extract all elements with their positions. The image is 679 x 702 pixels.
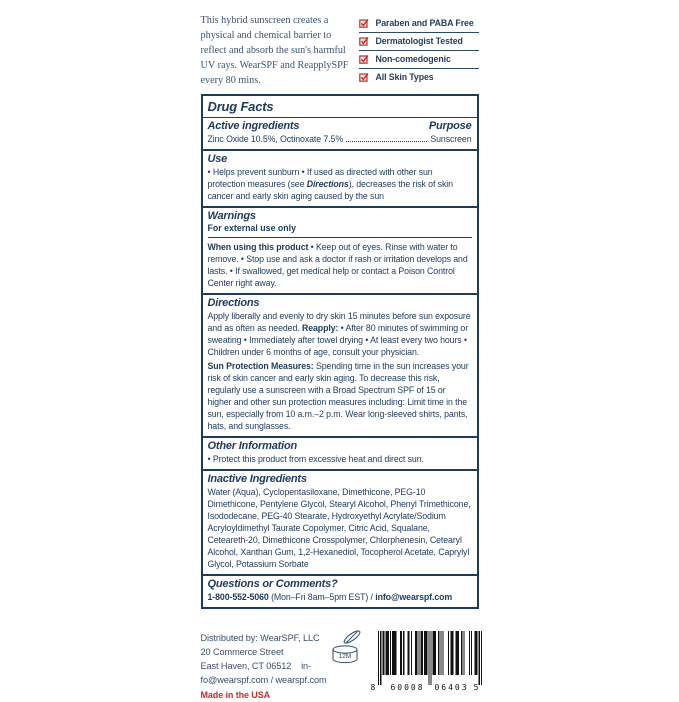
- barcode-digits-left: 60008: [390, 683, 425, 692]
- warnings-divider: [208, 237, 472, 238]
- contact-email: info@wearspf.com: [375, 592, 453, 602]
- purpose-value: Sunscreen: [430, 134, 472, 144]
- inactive-ingredients-heading: Inactive Ingredients: [207, 473, 307, 485]
- use-section: [203, 151, 477, 208]
- checklist-label: Non-comedogenic: [375, 54, 451, 64]
- made-in-usa-label: Made in the USA: [200, 690, 271, 700]
- directions-text: Apply liberally and evenly to dry skin 15 minutes before sun exposure and as often as needed. Reapply: • After 80 minutes of swimming or sweating • Immediately after towel drying • At least every two hours • Children under 6 months of age, consult your physician.: [207, 311, 471, 357]
- external-use-note: For external use only: [207, 223, 296, 233]
- contact-info: 1-800-552-5060 (Mon–Fri 8am–5pm EST) / info@wearspf.com: [207, 592, 453, 602]
- distributor-line: East Haven, CT 06512 in-: [200, 661, 312, 671]
- barcode-digits-right: 06403: [434, 683, 469, 692]
- active-ingredients-value: Zinc Oxide 10.5%, Octinoxate 7.5%: [207, 134, 344, 144]
- active-ingredients-heading: Active ingredients: [207, 120, 300, 132]
- intro-row: [201, 13, 479, 88]
- checklist-item: [359, 69, 479, 86]
- warnings-section: [203, 208, 477, 295]
- checklist-item: [359, 51, 479, 69]
- checked-checkbox-icon: [359, 18, 369, 28]
- barcode-digit-first: 8: [370, 683, 376, 692]
- checklist-label: Paraben and PABA Free: [375, 18, 474, 28]
- other-information-text: • Protect this product from excessive heat and direct sun.: [207, 454, 424, 464]
- questions-section: [203, 576, 477, 607]
- use-text: • Helps prevent sunburn • If used as directed with other sun protection measures (see Directions), decreases the risk of skin cancer and early skin aging caused by the sun: [207, 167, 453, 201]
- footer-row: [201, 631, 479, 702]
- use-heading: Use: [207, 153, 228, 165]
- phone-number: 1-800-552-5060: [207, 592, 269, 602]
- drug-facts-box: [201, 94, 479, 609]
- barcode-bars: [378, 631, 482, 685]
- questions-heading: Questions or Comments?: [207, 578, 338, 590]
- checklist-item: [359, 33, 479, 51]
- warnings-heading: Warnings: [207, 210, 256, 222]
- feature-checklist: [359, 15, 479, 88]
- barcode-digit-last: 5: [473, 683, 479, 692]
- checklist-label: Dermatologist Tested: [375, 36, 463, 46]
- distributor-line: fo@wearspf.com / wearspf.com: [200, 675, 327, 685]
- distributor-line: 20 Commerce Street: [200, 647, 284, 657]
- checklist-label: All Skin Types: [375, 72, 434, 82]
- product-description: This hybrid sunscreen creates a physical and chemical barrier to reflect and absorb the sun's harmful UV rays. WearSPF and ReapplySPF every 80 mins.: [200, 15, 349, 86]
- checked-checkbox-icon: [359, 72, 369, 82]
- period-after-opening-icon: [325, 629, 371, 682]
- directions-reference: Directions: [306, 179, 349, 189]
- warnings-text: When using this product • Keep out of eyes. Rinse with water to remove. • Stop use and ask a doctor if rash or irritation develops and lasts. • If swallowed, get medical help or contact a Poison Control Center right away.: [207, 242, 468, 288]
- active-ingredients-section: [203, 118, 477, 151]
- drug-facts-title: Drug Facts: [203, 96, 477, 118]
- purpose-heading: Purpose: [428, 120, 472, 132]
- sun-protection-measures-text: Sun Protection Measures: Spending time in the sun increases your risk of skin cancer and early skin aging. To decrease this risk, regularly use a sunscreen with a Broad Spectrum SPF of 15 or higher and other sun protection measures including: Limit time in the sun, especially from 10 a.m.–2 p.m. Wear long-sleeved shirts, pants, hats, and sunglasses.: [207, 361, 469, 431]
- checklist-item: [359, 15, 479, 33]
- pao-period-label: 12M: [338, 653, 351, 660]
- product-label: [201, 0, 479, 702]
- distributor-line: Distributed by: WearSPF, LLC: [200, 633, 320, 643]
- other-information-heading: Other Information: [207, 440, 297, 452]
- directions-section: [203, 295, 477, 438]
- upc-barcode: [371, 631, 479, 695]
- inactive-ingredients-section: [203, 471, 477, 576]
- directions-heading: Directions: [207, 297, 260, 309]
- dot-leader: [346, 141, 427, 142]
- checked-checkbox-icon: [359, 36, 369, 46]
- other-information-section: [203, 438, 477, 471]
- checked-checkbox-icon: [359, 54, 369, 64]
- distributor-address: [200, 631, 327, 702]
- inactive-ingredients-text: Water (Aqua), Cyclopentasiloxane, Dimethicone, PEG-10 Dimethicone, Pentylene Glycol, Stearyl Alcohol, Phenyl Trimethicone, Isododecane, PEG-40 Stearate, Hydroxyethyl Acrylate/Sodium Acryloyldimethyl Taurate Copolymer, Citric Acid, Squalane, Ceteareth-20, Dimethicone Crosspolymer, Chlorphenesin, Cetearyl Alcohol, Xanthan Gum, 1,2-Hexanediol, Tocopherol Acetate, Caprylyl Glycol, Potassium Sorbate: [207, 487, 471, 569]
